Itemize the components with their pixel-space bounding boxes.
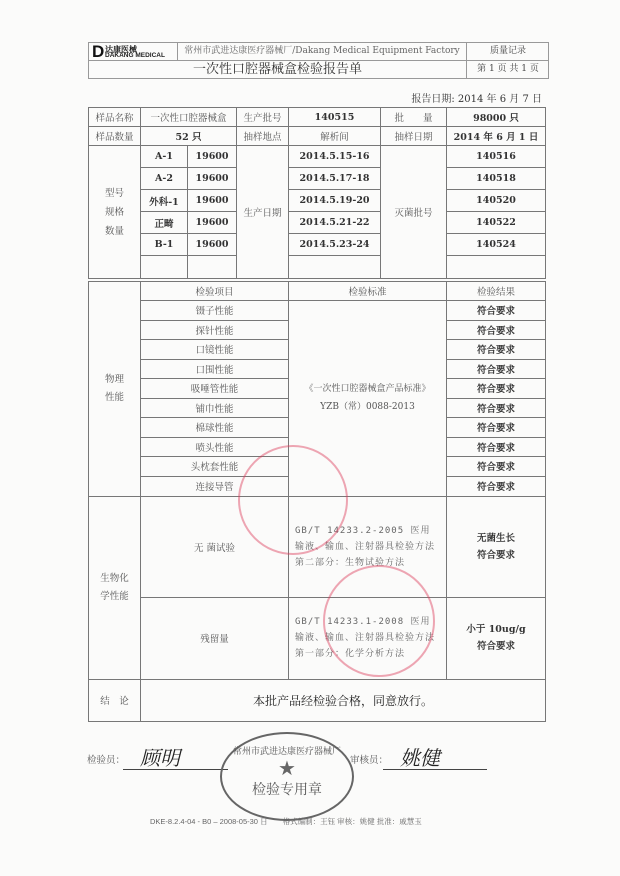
model-qty: 19600 [188, 212, 237, 234]
test-result: 符合要求 [447, 359, 546, 379]
seal-top-text: 常州市武进达康医疗器械厂 [232, 747, 341, 757]
test-result: 符合要求 [447, 340, 546, 360]
inspector-label: 检验员： [87, 755, 126, 766]
sampling-date: 2014 年 6 月 1 日 [447, 127, 546, 146]
label: 批 量 [381, 108, 447, 127]
label: 样品数量 [89, 127, 141, 146]
inspector-signature: 顾明 [140, 746, 180, 770]
test-item: 口围性能 [141, 359, 289, 379]
col-standard: 检验标准 [289, 282, 447, 301]
logo-mark: D [92, 42, 105, 61]
red-stamp [238, 445, 348, 555]
test-item: 无 菌试验 [141, 496, 289, 597]
model: 正畸 [141, 212, 188, 234]
sampling-place: 解析间 [289, 127, 381, 146]
col-result: 检验结果 [447, 282, 546, 301]
conclusion-label: 结 论 [89, 679, 141, 721]
empty-cell [188, 256, 237, 279]
conclusion-text: 本批产品经检验合格，同意放行。 [141, 679, 546, 721]
label: 样品名称 [89, 108, 141, 127]
prod-date: 2014.5.17-18 [289, 168, 381, 190]
seal-bottom-text: 检验专用章 [252, 782, 322, 798]
test-result: 符合要求 [447, 379, 546, 399]
test-result: 符合要求 [447, 301, 546, 321]
logo-text-cn: 达康医械 [105, 45, 137, 54]
steril-batch: 140516 [447, 146, 546, 168]
test-item: 喷头性能 [141, 437, 289, 457]
test-standard: GB/T 14233.2-2005 医用输液、输血、注射器具检验方法 第二部分：生物试验方法 [289, 496, 447, 597]
prod-date: 2014.5.23-24 [289, 234, 381, 256]
steril-label: 灭菌批号 [381, 146, 447, 279]
label: 生产批号 [237, 108, 289, 127]
test-result: 符合要求 [447, 418, 546, 438]
label: 抽样日期 [381, 127, 447, 146]
test-item: 铺巾性能 [141, 398, 289, 418]
test-item: 探针性能 [141, 320, 289, 340]
prod-date: 2014.5.21-22 [289, 212, 381, 234]
factory-name: 常州市武进达康医疗器械厂/Dakang Medical Equipment Factory [178, 43, 466, 61]
report-table [88, 107, 546, 279]
col-item: 检验项目 [141, 282, 289, 301]
company-logo [89, 43, 178, 61]
star-icon: ★ [278, 756, 296, 780]
physical-standard: 《一次性口腔器械盒产品标准》 YZB（常）0088-2013 [289, 301, 447, 497]
test-result: 符合要求 [447, 457, 546, 477]
test-result: 小于 10ug/g 符合要求 [447, 597, 546, 679]
label: 抽样地点 [237, 127, 289, 146]
empty-cell [289, 256, 381, 279]
model: A-2 [141, 168, 188, 190]
steril-batch: 140522 [447, 212, 546, 234]
page-number: 第 1 页 共 1 页 [466, 61, 549, 78]
model-qty: 19600 [188, 168, 237, 190]
model-qty: 19600 [188, 190, 237, 212]
document-title: 一次性口腔器械盒检验报告单 [192, 62, 362, 77]
prod-date-label: 生产日期 [237, 146, 289, 279]
empty-cell [141, 256, 188, 279]
reviewer-signature: 姚健 [400, 746, 440, 770]
test-item: 头枕套性能 [141, 457, 289, 477]
model-qty: 19600 [188, 146, 237, 168]
prod-date: 2014.5.19-20 [289, 190, 381, 212]
prod-date: 2014.5.15-16 [289, 146, 381, 168]
model: B-1 [141, 234, 188, 256]
test-result: 符合要求 [447, 398, 546, 418]
steril-batch: 140520 [447, 190, 546, 212]
document-header [88, 42, 549, 79]
test-item: 棉球性能 [141, 418, 289, 438]
logo-text-en: DAKANG MEDICAL [105, 52, 165, 59]
inspection-seal [220, 732, 354, 821]
reviewer-label: 审核员： [350, 755, 389, 766]
biochem-label: 生物化 学性能 [89, 496, 141, 679]
test-result: 符合要求 [447, 476, 546, 496]
test-item: 吸唾管性能 [141, 379, 289, 399]
red-stamp [323, 565, 435, 677]
test-item: 镊子性能 [141, 301, 289, 321]
sample-quantity: 52 只 [141, 127, 237, 146]
batch-number: 140515 [289, 108, 381, 127]
physical-label: 物理 性能 [89, 282, 141, 497]
test-result: 符合要求 [447, 320, 546, 340]
form-footer: DKE-8.2.4-04 - B0 – 2008-05-30 日 格式编制：王钰 审核：姚健 批准：戚慧玉 [150, 817, 422, 826]
model-qty: 19600 [188, 234, 237, 256]
report-date: 报告日期: 2014 年 6 月 7 日 [411, 94, 542, 105]
model: 外科-1 [141, 190, 188, 212]
empty-cell [447, 256, 546, 279]
test-item: 口镜性能 [141, 340, 289, 360]
steril-batch: 140524 [447, 234, 546, 256]
test-standard: GB/T 14233.1-2008 医用输液、输血、注射器具检验方法 第一部分：化学分析方法 [289, 597, 447, 679]
steril-batch: 140518 [447, 168, 546, 190]
sample-name: 一次性口腔器械盒 [141, 108, 237, 127]
test-item: 连接导管 [141, 476, 289, 496]
record-type: 质量记录 [466, 43, 549, 61]
batch-quantity: 98000 只 [447, 108, 546, 127]
model-label: 型号 规格 数量 [89, 146, 141, 279]
test-result: 无菌生长 符合要求 [447, 496, 546, 597]
model: A-1 [141, 146, 188, 168]
test-item: 残留量 [141, 597, 289, 679]
test-result: 符合要求 [447, 437, 546, 457]
